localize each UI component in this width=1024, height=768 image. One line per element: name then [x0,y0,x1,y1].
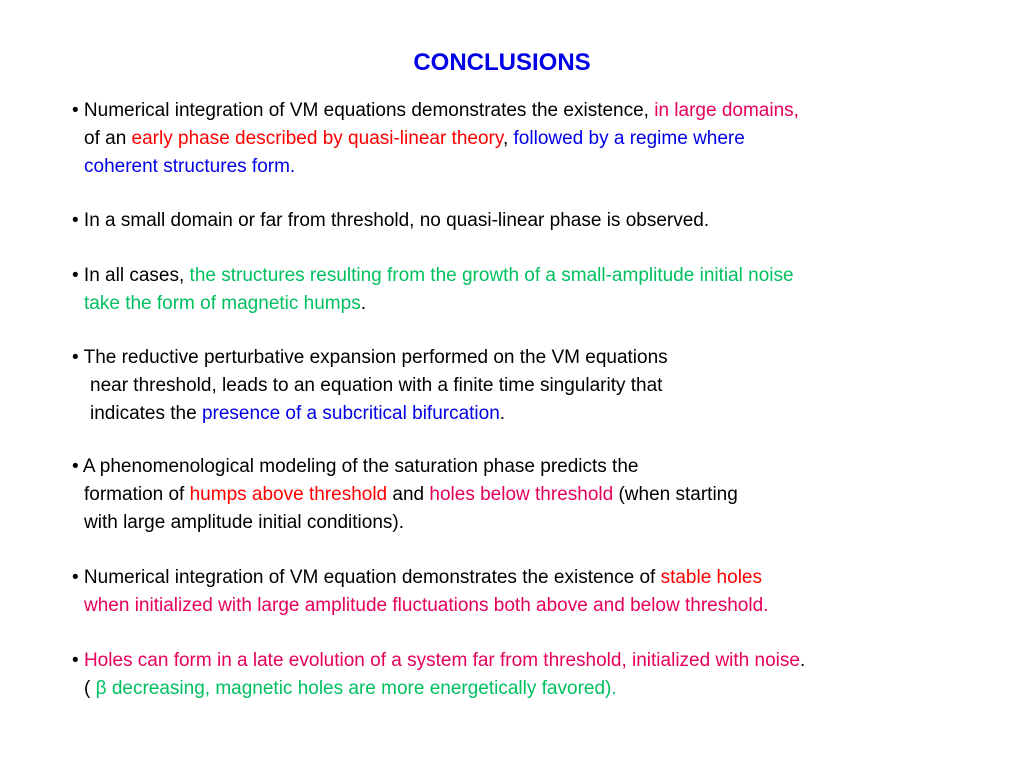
bullet-line [72,566,762,590]
text-segment: , [502,128,514,149]
text-segment: . [799,650,806,671]
text-segment: • Numerical integration of VM equations demonstrates the existence, [72,100,655,121]
bullet-line [84,677,617,701]
text-segment: humps above threshold [189,484,388,505]
bullet-line [84,483,738,507]
text-segment: followed by a regime where [513,128,745,149]
text-segment: take the form of magnetic humps [84,293,361,314]
bullet-line [84,511,404,535]
bullet-line [84,292,366,316]
text-segment: coherent structures form. [84,156,296,177]
bullet-line [72,264,794,288]
bullet-line [90,374,662,398]
bullet-line [72,346,668,370]
text-segment: formation of [84,484,190,505]
text-segment: • [72,650,84,671]
text-segment: stable holes [660,567,762,588]
text-segment: β decreasing, magnetic holes are more energetically favored). [95,678,617,699]
bullet-line [84,594,768,618]
text-segment: (when starting [613,484,738,505]
text-segment: with large amplitude initial conditions). [84,512,404,533]
text-segment: . [499,403,506,424]
text-segment: • The reductive perturbative expansion performed on the VM equations [72,347,668,368]
text-segment: when initialized with large amplitude fluctuations both above and below threshold. [84,595,769,616]
slide-title: CONCLUSIONS [413,49,591,76]
text-segment: • A phenomenological modeling of the saturation phase predicts the [72,456,639,477]
text-segment: in large domains, [654,100,799,121]
text-segment: indicates the [90,403,202,424]
bullet-line [84,155,295,179]
text-segment: presence of a subcritical bifurcation [201,403,500,424]
text-segment: of an [84,128,132,149]
text-segment: • In all cases, [72,265,190,286]
bullet-line [90,402,505,426]
text-segment: • In a small domain or far from threshold, no quasi-linear phase is observed. [72,210,710,231]
bullet-line [72,209,709,233]
bullet-line [72,455,638,479]
text-segment: Holes can form in a late evolution of a system far from threshold, initialized with noise [83,650,800,671]
bullet-line [72,649,805,673]
text-segment: . [360,293,366,314]
text-segment: near threshold, leads to an equation with a finite time singularity that [90,375,663,396]
bullet-line [72,99,799,123]
text-segment: • Numerical integration of VM equation demonstrates the existence of [72,567,661,588]
text-segment: and [387,484,430,505]
text-segment: ( [84,678,96,699]
text-segment: early phase described by quasi-linear theory [131,128,503,149]
text-segment: holes below threshold [429,484,614,505]
text-segment: the structures resulting from the growth of a small-amplitude initial noise [189,265,794,286]
bullet-line [84,127,745,151]
